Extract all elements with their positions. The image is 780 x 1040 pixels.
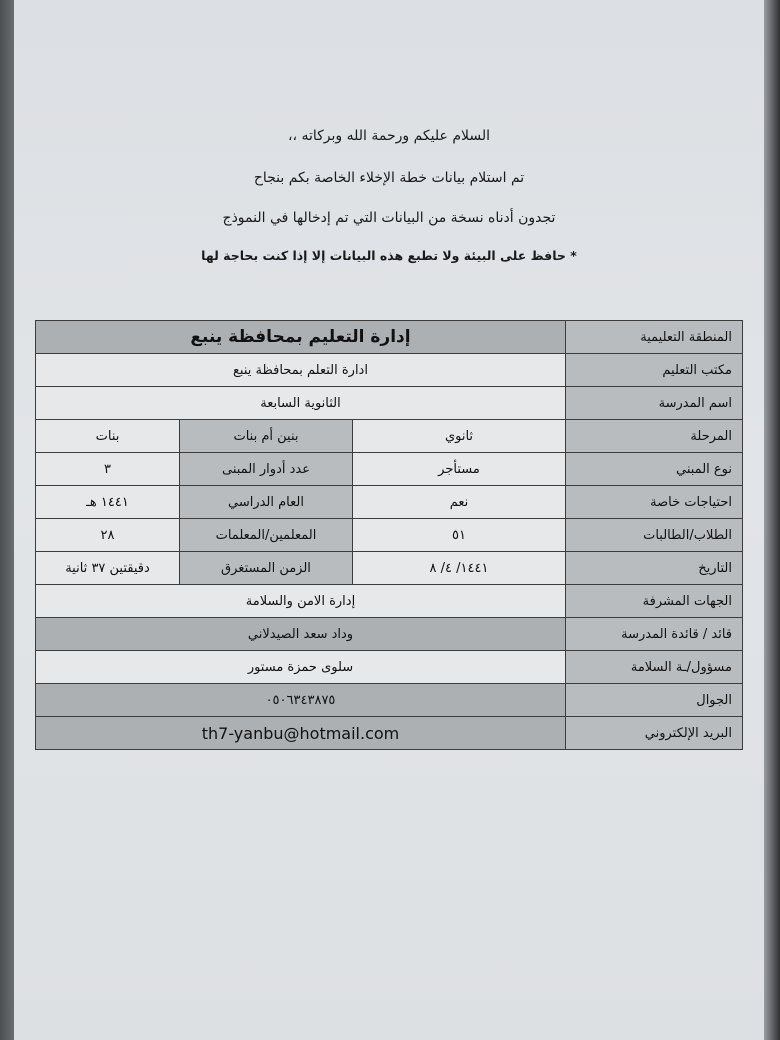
stage-value: ثانوي: [353, 420, 566, 453]
date-label: التاريخ: [566, 552, 743, 585]
year-value: ١٤٤١ هـ: [36, 486, 180, 519]
table-row-school: [36, 387, 743, 420]
stage-label: المرحلة: [566, 420, 743, 453]
special-needs-value: نعم: [353, 486, 566, 519]
date-value: ١٤٤١/ ٤/ ٨: [353, 552, 566, 585]
safety-officer-value: سلوى حمزة مستور: [36, 651, 566, 684]
table-row-region: [36, 321, 743, 354]
table-row-office: [36, 354, 743, 387]
building-value: مستأجر: [353, 453, 566, 486]
principal-label: قائد / قائدة المدرسة: [566, 618, 743, 651]
greeting-line: السلام عليكم ورحمة الله وبركاته ،،: [287, 128, 490, 144]
table-row-principal: [36, 618, 743, 651]
table-row-students: [36, 519, 743, 552]
students-value: ٥١: [353, 519, 566, 552]
email-value: th7-yanbu@hotmail.com: [36, 717, 566, 750]
year-label: العام الدراسي: [180, 486, 353, 519]
table-row-date: [36, 552, 743, 585]
table-row-supervisor: [36, 585, 743, 618]
table-row-stage: [36, 420, 743, 453]
table-row-special: [36, 486, 743, 519]
gender-value: بنات: [36, 420, 180, 453]
duration-label: الزمن المستغرق: [180, 552, 353, 585]
safety-officer-label: مسؤول/ـة السلامة: [566, 651, 743, 684]
background-edge-left: [0, 0, 14, 1040]
duration-value: دقيقتين ٣٧ ثانية: [36, 552, 180, 585]
building-label: نوع المبني: [566, 453, 743, 486]
table-row-building: [36, 453, 743, 486]
environment-note: * حافظ على البيئة ولا تطبع هذه البيانات إلا إذا كنت بحاجة لها: [201, 248, 577, 263]
floors-value: ٣: [36, 453, 180, 486]
teachers-value: ٢٨: [36, 519, 180, 552]
region-label: المنطقة التعليمية: [566, 321, 743, 354]
teachers-label: المعلمين/المعلمات: [180, 519, 353, 552]
supervisor-label: الجهات المشرفة: [566, 585, 743, 618]
floors-label: عدد أدوار المبنى: [180, 453, 353, 486]
table-row-mobile: [36, 684, 743, 717]
mobile-value: ٠٥٠٦٣٤٣٨٧٥: [36, 684, 566, 717]
school-label: اسم المدرسة: [566, 387, 743, 420]
students-label: الطلاب/الطالبات: [566, 519, 743, 552]
supervisor-value: إدارة الامن والسلامة: [36, 585, 566, 618]
evacuation-data-table: [35, 320, 743, 750]
school-value: الثانوية السابعة: [36, 387, 566, 420]
copy-notice-line: تجدون أدناه نسخة من البيانات التي تم إدخالها في النموذج: [222, 210, 556, 226]
table-row-email: [36, 717, 743, 750]
region-value: إدارة التعليم بمحافظة ينبع: [36, 321, 566, 354]
mobile-label: الجوال: [566, 684, 743, 717]
confirmation-line: تم استلام بيانات خطة الإخلاء الخاصة بكم بنجاح: [253, 170, 525, 186]
office-label: مكتب التعليم: [566, 354, 743, 387]
gender-label: بنين أم بنات: [180, 420, 353, 453]
office-value: ادارة التعلم بمحافظة ينبع: [36, 354, 566, 387]
background-edge-right: [764, 0, 780, 1040]
email-label: البريد الإلكتروني: [566, 717, 743, 750]
table-row-safety: [36, 651, 743, 684]
special-needs-label: احتياجات خاصة: [566, 486, 743, 519]
principal-value: وداد سعد الصيدلاني: [36, 618, 566, 651]
